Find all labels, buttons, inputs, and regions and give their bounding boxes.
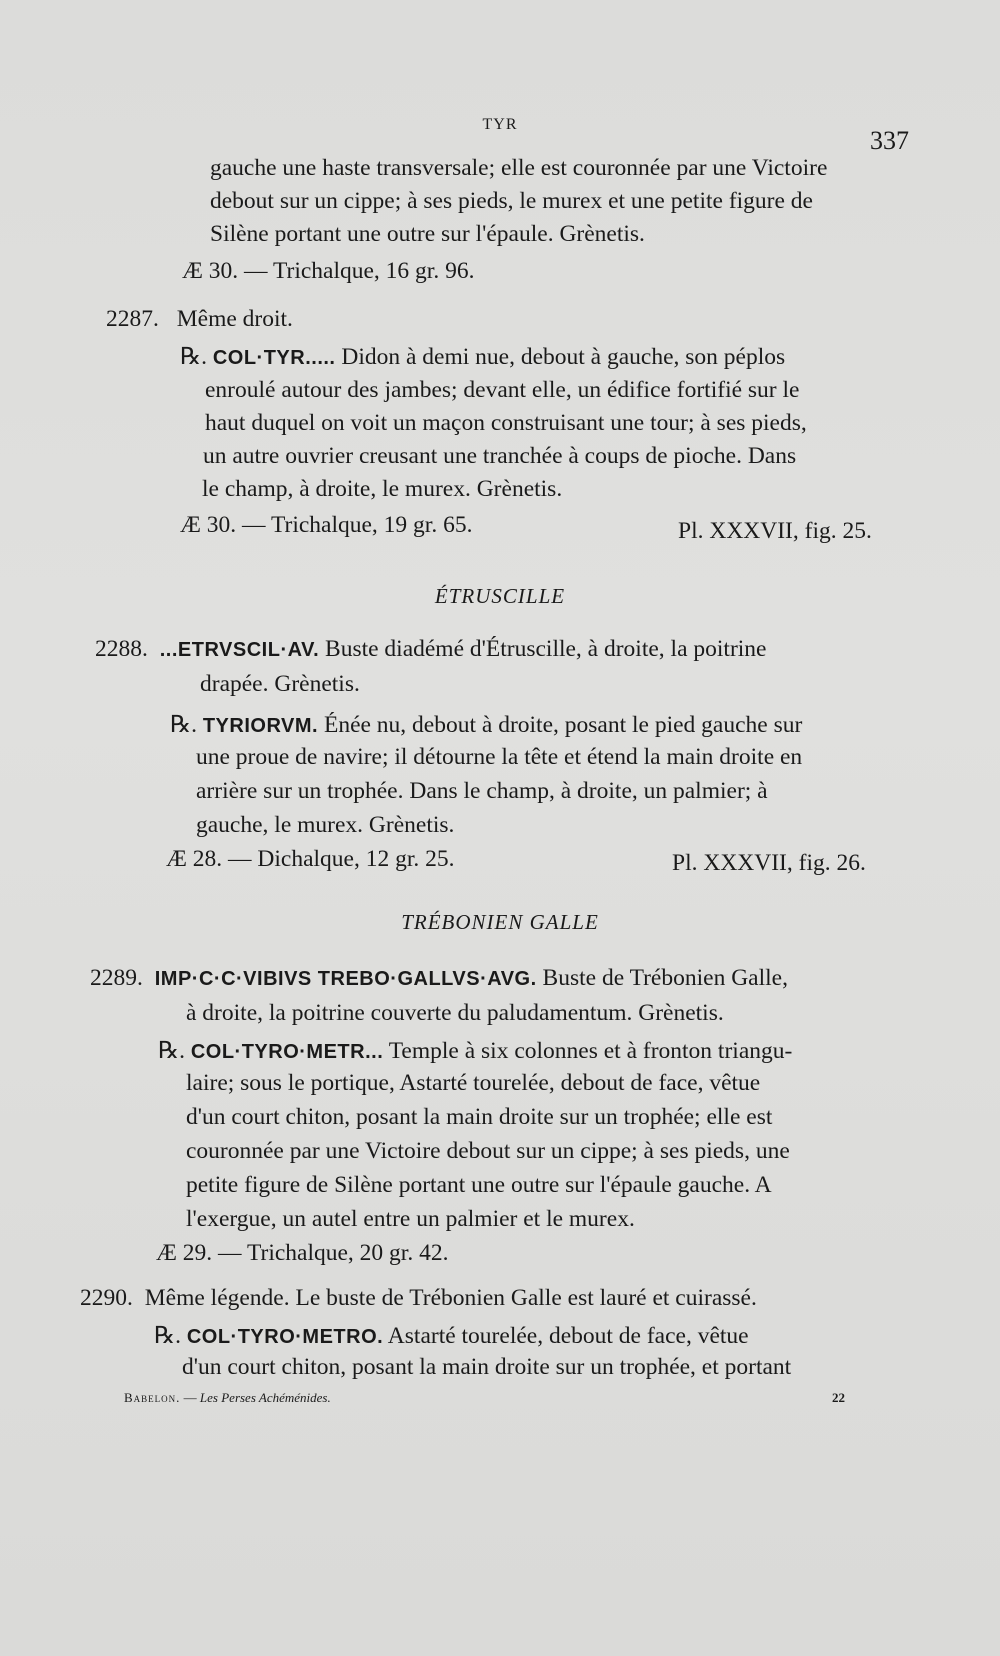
obverse-text: Même droit. — [176, 306, 293, 332]
entry-number — [106, 306, 293, 333]
plate-reference: Pl. XXXVII, fig. 25. — [678, 518, 872, 544]
entry-number-2290: 2290. — [80, 1285, 133, 1311]
reverse-line-2: enroulé autour des jambes; devant elle, un édifice fortifié sur le — [205, 377, 800, 403]
intro-line-1: gauche une haste transversale; elle est couronnée par une Victoire — [210, 155, 828, 181]
obverse-description: Buste diadémé d'Étruscille, à droite, la poitrine — [325, 636, 767, 662]
obverse-description: Buste de Trébonien Galle, — [542, 965, 788, 991]
metal-line: Æ 29. — Trichalque, 20 gr. 42. — [156, 1240, 449, 1266]
page-number: 337 — [870, 126, 909, 155]
section-title-trebonien: TRÉBONIEN GALLE — [401, 910, 599, 934]
reverse-line — [154, 1321, 749, 1350]
footer-dash: — — [183, 1390, 197, 1405]
reverse-line-2: une proue de navire; il détourne la tête et étend la main droite en — [196, 744, 803, 770]
reverse-mark: ℞. — [154, 1323, 181, 1349]
reverse-line-3: haut duquel on voit un maçon construisant une tour; à ses pieds, — [205, 410, 807, 436]
reverse-line-4: un autre ouvrier creusant une tranchée à coups de pioche. Dans — [203, 443, 797, 469]
intro-line-2: debout sur un cippe; à ses pieds, le murex et une petite figure de — [210, 188, 813, 214]
entry-number-2287: 2287. — [106, 306, 159, 332]
obverse-line-2: à droite, la poitrine couverte du paludamentum. Grènetis. — [186, 1000, 724, 1026]
coin-legend: COL·TYRO·METRO. — [186, 1326, 384, 1348]
reverse-line-2: laire; sous le portique, Astarté tourelée, debout de face, vêtue — [186, 1070, 761, 1096]
metal-line: Æ 30. — Trichalque, 19 gr. 65. — [180, 512, 473, 538]
running-head: TYR — [482, 116, 518, 133]
reverse-line-5: petite figure de Silène portant une outre sur l'épaule gauche. A — [186, 1172, 772, 1198]
intro-metal: Æ 30. — Trichalque, 16 gr. 96. — [182, 258, 475, 284]
coin-legend: TYRIORVM. — [202, 715, 319, 737]
footer-signature-line — [124, 1390, 331, 1406]
reverse-mark: ℞. — [180, 344, 207, 370]
section-title-etruscille: ÉTRUSCILLE — [434, 584, 566, 608]
intro-line-3: Silène portant une outre sur l'épaule. Grènetis. — [210, 221, 645, 247]
obverse-text: Même légende. Le buste de Trébonien Galle est lauré et cuirassé. — [144, 1285, 757, 1311]
coin-legend: COL·TYRO·METR... — [190, 1041, 384, 1063]
plate-reference: Pl. XXXVII, fig. 26. — [672, 850, 866, 876]
metal-line: Æ 28. — Dichalque, 12 gr. 25. — [166, 846, 455, 872]
reverse-line-5: le champ, à droite, le murex. Grènetis. — [202, 476, 563, 502]
reverse-line-3: d'un court chiton, posant la main droite sur un trophée; elle est — [186, 1104, 773, 1130]
reverse-line — [180, 342, 785, 371]
coin-legend: IMP·C·C·VIBIVS TREBO·GALLVS·AVG. — [154, 968, 537, 990]
reverse-description: Astarté tourelée, debout de face, vêtue — [387, 1323, 749, 1349]
entry-2289-line-1 — [90, 965, 788, 992]
reverse-line-4: couronnée par une Victoire debout sur un cippe; à ses pieds, une — [186, 1138, 790, 1164]
reverse-description: Didon à demi nue, debout à gauche, son péplos — [341, 344, 786, 370]
entry-number-2288: 2288. — [95, 636, 148, 662]
footer-gathering-number: 22 — [832, 1390, 845, 1405]
reverse-line-4: gauche, le murex. Grènetis. — [196, 812, 455, 838]
entry-2288-line-1 — [95, 636, 766, 663]
reverse-line-2: d'un court chiton, posant la main droite sur un trophée, et portant — [182, 1354, 792, 1380]
entry-2290-line-1 — [80, 1285, 757, 1312]
coin-legend: ...ETRVSCIL·AV. — [159, 639, 320, 661]
reverse-line-3: arrière sur un trophée. Dans le champ, à droite, un palmier; à — [196, 778, 768, 804]
footer-author: Babelon. — [124, 1390, 181, 1405]
reverse-description: Temple à six colonnes et à fronton triangu- — [388, 1038, 793, 1064]
reverse-line — [170, 710, 802, 739]
coin-legend: COL·TYR..... — [212, 347, 336, 369]
obverse-line-2: drapée. Grènetis. — [200, 671, 360, 697]
reverse-description: Énée nu, debout à droite, posant le pied gauche sur — [323, 712, 803, 738]
reverse-line-6: l'exergue, un autel entre un palmier et le murex. — [186, 1206, 635, 1232]
footer-title: Les Perses Achéménides. — [199, 1390, 331, 1405]
reverse-line — [158, 1036, 792, 1065]
entry-number-2289: 2289. — [90, 965, 143, 991]
reverse-mark: ℞. — [158, 1038, 185, 1064]
reverse-mark: ℞. — [170, 712, 197, 738]
